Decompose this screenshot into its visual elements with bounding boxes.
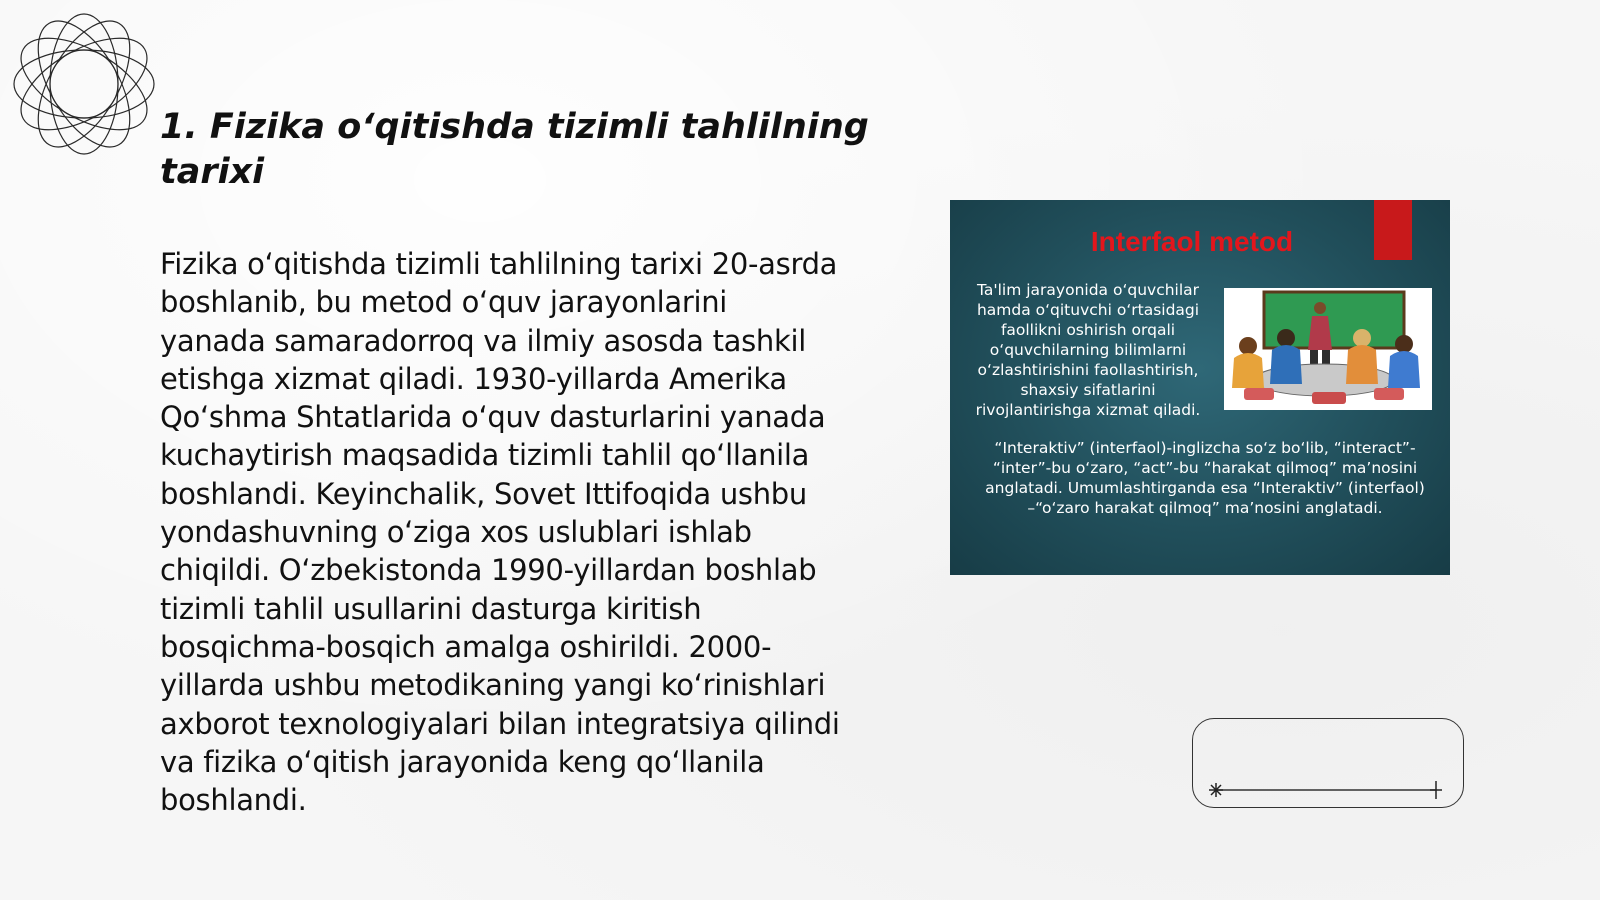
slide-title: 1. Fizika o‘qitishda tizimli tahlilning tarixi — [160, 107, 869, 192]
circular-ornament-icon — [10, 10, 158, 158]
image-paragraph-1: Ta'lim jarayonida o‘quvchilar hamda o‘qituvchi o‘rtasidagi faollikni oshirish orqali o‘quvchilarning bilimlarni o‘zlashtirishini faollashtirish, shaxsiy sifatlarini rivojlantirishga xizmat qiladi. — [975, 281, 1201, 419]
interfaol-metod-image — [950, 200, 1450, 575]
decorative-line-icon — [1200, 780, 1450, 800]
classroom-illustration-icon — [1224, 288, 1432, 410]
slide-body-text: Fizika o‘qitishda tizimli tahlilning tarixi 20-asrda boshlanib, bu metod o‘quv jarayonlarini yanada samaradorroq va ilmiy asosda tashkil etishga xizmat qiladi. 1930-yillarda Amerika Qo‘shma Shtatlarida o‘quv dasturlarini yanada kuchaytirish maqsadida tizimli tahlil qo‘llanila boshlandi. Keyinchalik, Sovet Ittifoqida ushbu yondashuvning o‘ziga xos uslublari ishlab chiqildi. O‘zbekistonda 1990-yillardan boshlab tizimli tahlil usullarini dasturga kiritish bosqichma-bosqich amalga oshirildi. 2000-yillarda ushbu metodikaning yangi ko‘rinishlari axborot texnologiyalari bilan integratsiya qilindi va fizika o‘qitish jarayonida keng qo‘llanila boshlandi. — [160, 247, 840, 818]
image-heading: Interfaol metod — [1090, 226, 1294, 257]
image-paragraph-2: “Interaktiv” (interfaol)-inglizcha so‘z bo‘lib, “interact”- “inter”-bu o‘zaro, “act”-bu “harakat qilmoq” ma’nosini anglatadi. Umumlashtirganda esa “Interaktiv” (interfaol) –“o‘zaro harakat qilmoq” ma’nosini anglatadi. — [985, 439, 1425, 517]
